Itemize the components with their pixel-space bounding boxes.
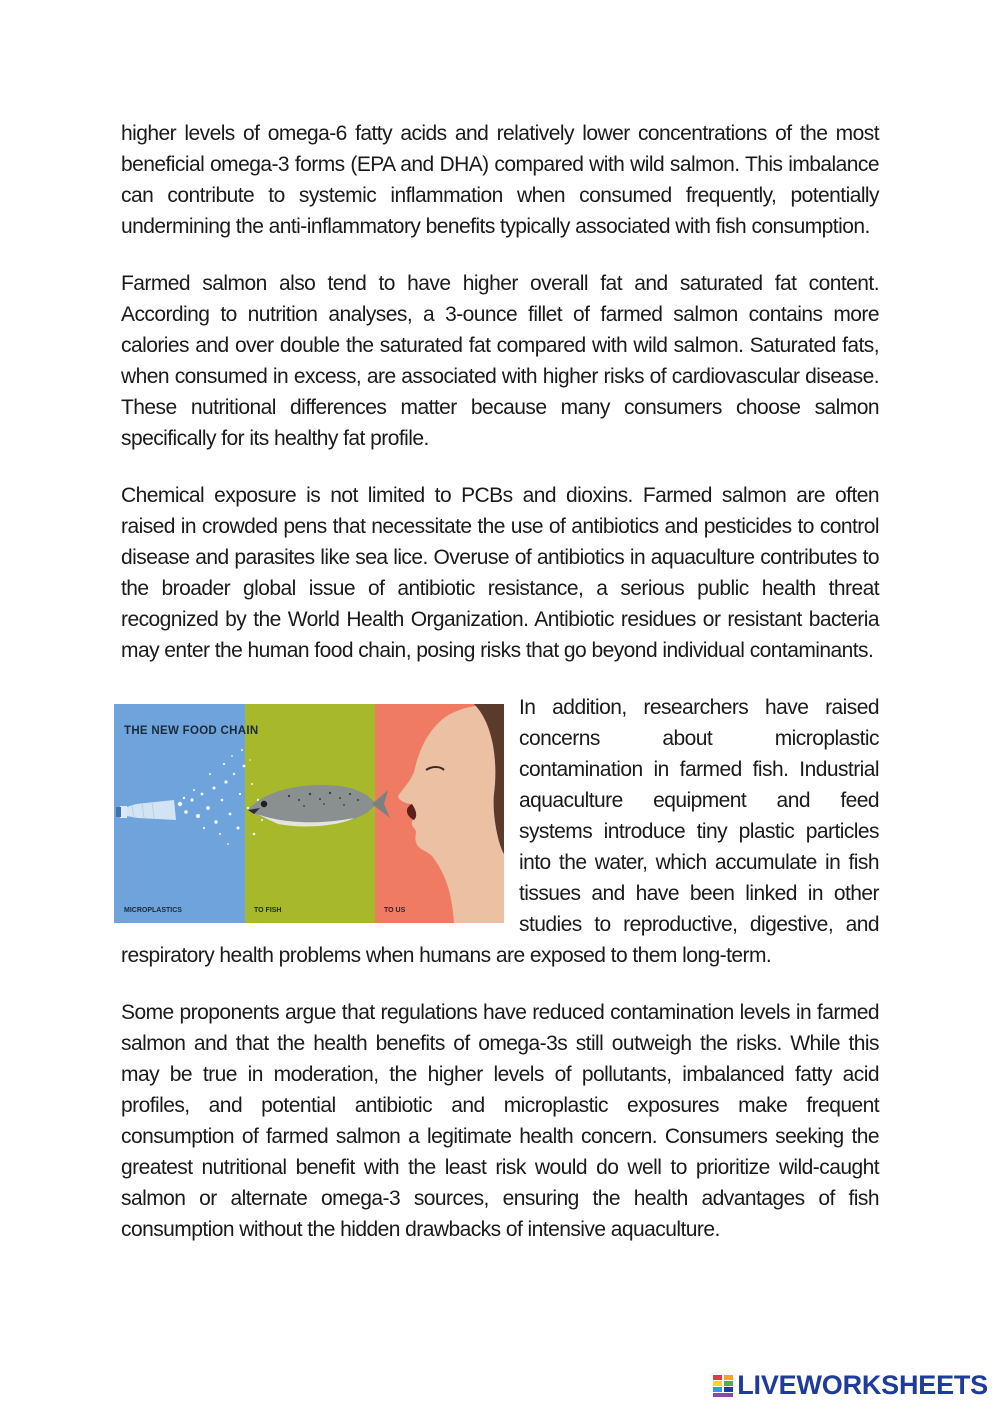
figure-label-to-us: TO US	[384, 907, 406, 914]
figure-label-microplastics: MICROPLASTICS	[124, 907, 182, 914]
liveworksheets-mark-icon	[713, 1375, 733, 1397]
food-chain-illustration	[114, 704, 504, 923]
figure-label-to-fish: TO FISH	[254, 907, 282, 914]
paragraph-microplastics: In addition, researchers have raised concerns about microplastic contamination in farmed fish. Industrial aquaculture equipment and feed systems introduce tiny plastic particles into the water, which accumulate in fish tissues and have been linked in other studies to reproductive, digestive, and respiratory health problems when humans are exposed to them long-term.	[121, 696, 879, 967]
liveworksheets-logo	[713, 1370, 988, 1401]
paragraph-saturated-fat: Farmed salmon also tend to have higher overall fat and saturated fat content. According to nutrition analyses, a 3-ounce fillet of farmed salmon contains more calories and over double the saturated fat compared with wild salmon. Saturated fats, when consumed in excess, are associated with higher risks of cardiovascular disease. These nutritional differences matter because many consumers choose salmon specifically for its healthy fat profile.	[121, 272, 879, 450]
paragraph-omega6: higher levels of omega-6 fatty acids and relatively lower concentrations of the most beneficial omega-3 forms (EPA and DHA) compared with wild salmon. This imbalance can contribute to systemic inflammation when consumed frequently, potentially undermining the anti-inflammatory benefits typically associated with fish consumption.	[121, 122, 879, 238]
figure-title: THE NEW FOOD CHAIN	[124, 725, 259, 737]
article-body	[121, 118, 879, 1271]
paragraph-conclusion: Some proponents argue that regulations have reduced contamination levels in farmed salmon and that the health benefits of omega-3s still outweigh the risks. While this may be true in moderation, the higher levels of pollutants, imbalanced fatty acid profiles, and potential antibiotic and microplastic exposures make frequent consumption of farmed salmon a legitimate health concern. Consumers seeking the greatest nutritional benefit with the least risk would do well to prioritize wild-caught salmon or alternate omega-3 sources, ensuring the health advantages of fish consumption without the hidden drawbacks of intensive aquaculture.	[121, 1001, 879, 1241]
liveworksheets-wordmark: LIVEWORKSHEETS	[737, 1370, 988, 1400]
paragraph-chemical-exposure: Chemical exposure is not limited to PCBs and dioxins. Farmed salmon are often raised in crowded pens that necessitate the use of antibiotics and pesticides to control disease and parasites like sea lice. Overuse of antibiotics in aquaculture contributes to the broader global issue of antibiotic resistance, a serious public health threat recognized by the World Health Organization. Antibiotic residues or resistant bacteria may enter the human food chain, posing risks that go beyond individual contaminants.	[121, 484, 879, 662]
